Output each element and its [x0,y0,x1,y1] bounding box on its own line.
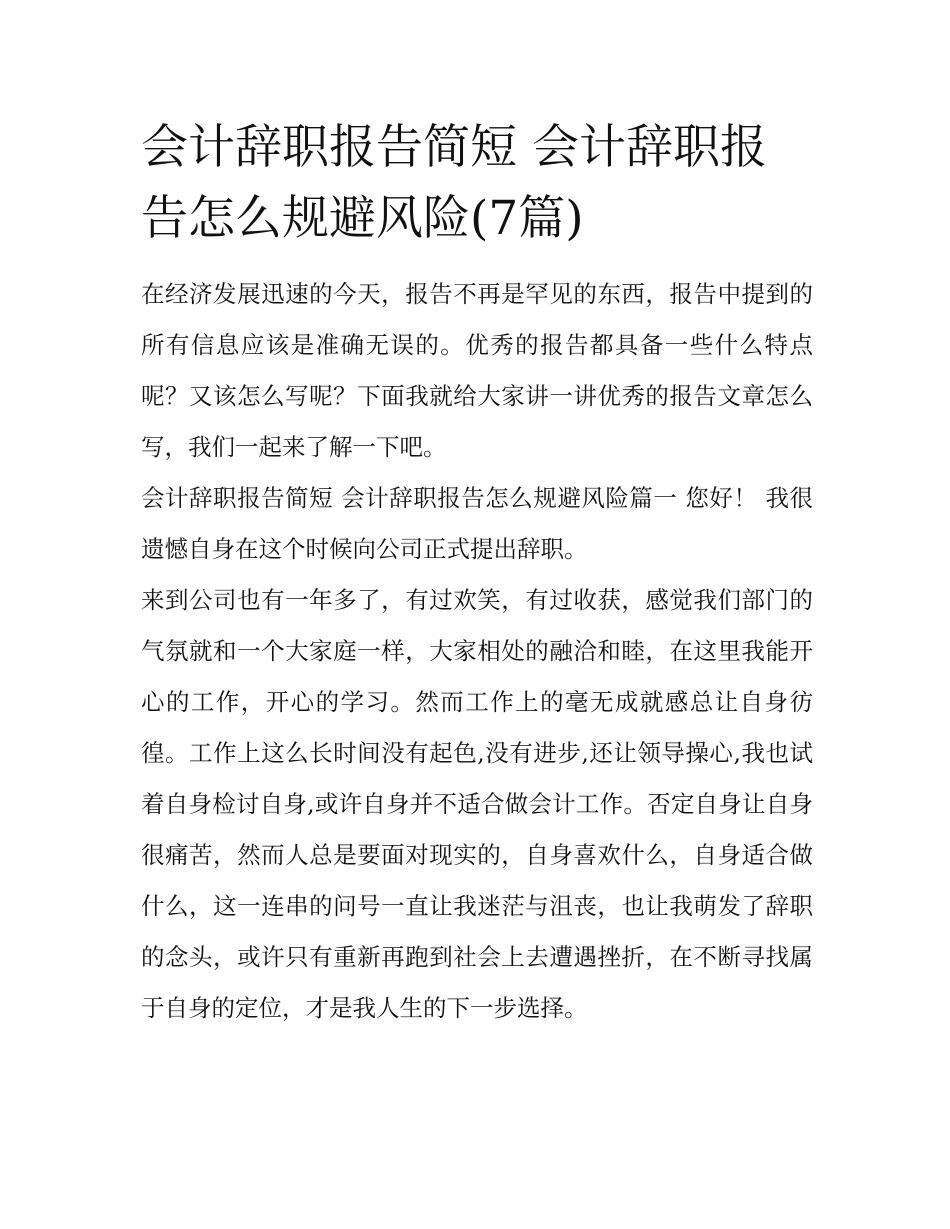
paragraph-body: 来到公司也有一年多了，有过欢笑，有过收获，感觉我们部门的气氛就和一个大家庭一样，大家相处的融洽和睦，在这里我能开心的工作，开心的学习。然而工作上的毫无成就感总让自身彷徨。工作上这么长时间没有起色,没有进步,还让领导操心,我也试着自身检讨自身,或许自身并不适合做会计工作。否定自身让自身很痛苦，然而人总是要面对现实的，自身喜欢什么，自身适合做什么，这一连串的问号一直让我迷茫与沮丧，也让我萌发了辞职的念头，或许只有重新再跑到社会上去遭遇挫折，在不断寻找属于自身的定位，才是我人生的下一步选择。 [141,586,813,1022]
paragraph-intro: 在经济发展迅速的今天，报告不再是罕见的东西，报告中提到的所有信息应该是准确无误的。优秀的报告都具备一些什么特点呢？又该怎么写呢？下面我就给大家讲一讲优秀的报告文章怎么写，我们一起来了解一下吧。 [141,280,813,461]
document-content [141,112,813,1034]
paragraph-greeting: 会计辞职报告简短 会计辞职报告怎么规避风险篇一 您好！ 我很遗憾自身在这个时候向公司正式提出辞职。 [141,484,813,563]
document-title: 会计辞职报告简短 会计辞职报告怎么规避风险(7篇) [141,120,767,246]
